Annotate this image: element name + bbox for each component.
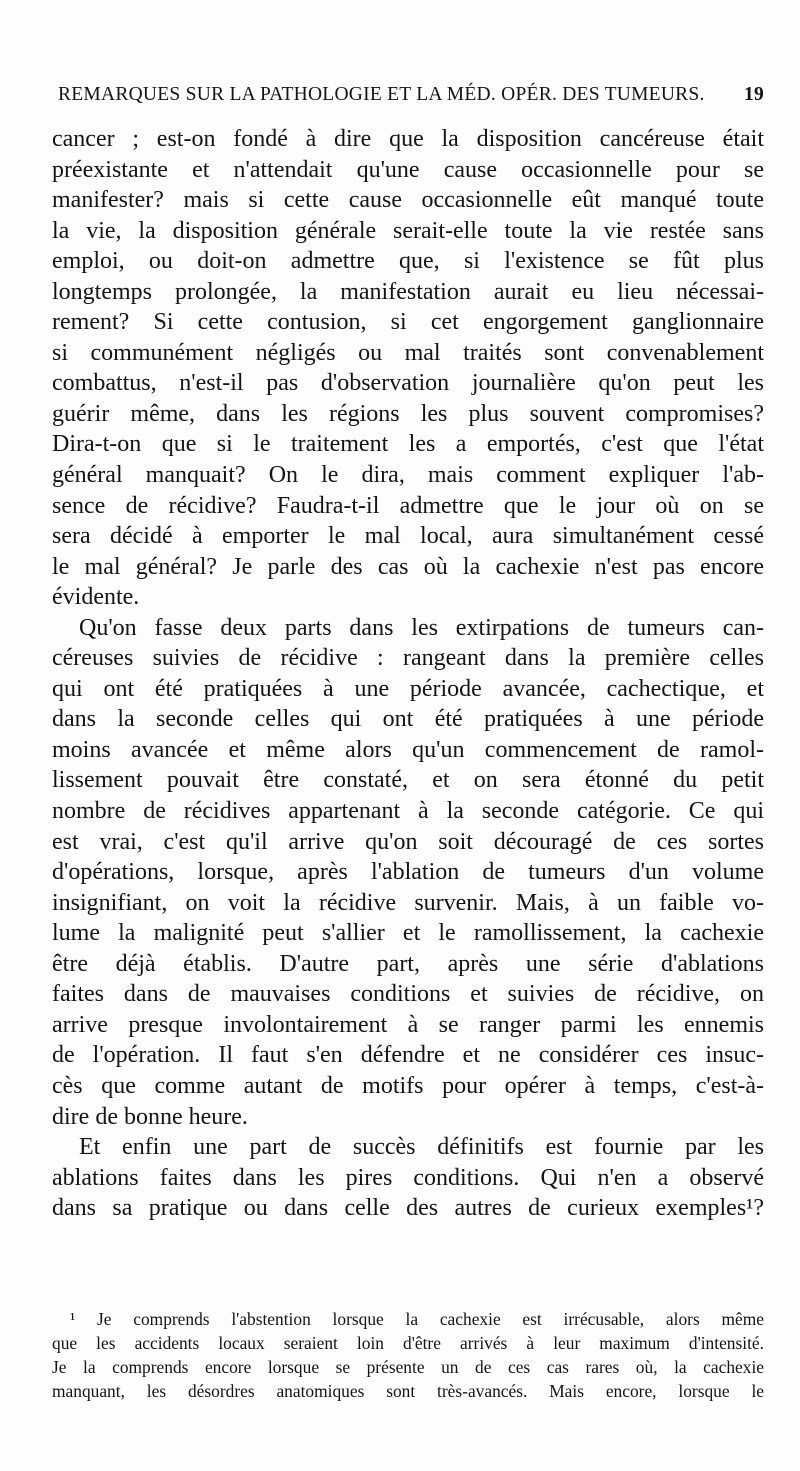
- text-line: cès que comme autant de motifs pour opérer à temps, c'est-à-: [52, 1072, 764, 1099]
- page-number: 19: [744, 84, 764, 105]
- running-title: REMARQUES SUR LA PATHOLOGIE ET LA MÉD. OPÉR. DES TUMEURS.: [58, 84, 705, 105]
- text-line: lume la malignité peut s'allier et le ramollissement, la cachexie: [52, 920, 764, 947]
- text-line: lissement pouvait être constaté, et on sera étonné du petit: [52, 767, 764, 794]
- text-line: manifester? mais si cette cause occasionnelle eût manqué toute: [52, 187, 764, 214]
- text-line: dans sa pratique ou dans celle des autres de curieux exemples¹?: [52, 1195, 764, 1222]
- text-line: insignifiant, on voit la récidive survenir. Mais, à un faible vo-: [52, 889, 764, 916]
- footnote: [52, 1307, 764, 1403]
- text-line: moins avancée et même alors qu'un commencement de ramol-: [52, 736, 764, 763]
- paragraph-last-line: évidente.: [52, 584, 140, 611]
- text-line: rement? Si cette contusion, si cet engorgement ganglionnaire: [52, 309, 764, 336]
- text-line: préexistante et n'attendait qu'une cause occasionnelle pour se: [52, 156, 764, 183]
- text-line: ablations faites dans les pires conditions. Qui n'en a observé: [52, 1164, 764, 1191]
- text-line: sence de récidive? Faudra-t-il admettre que le jour où on se: [52, 492, 764, 519]
- text-line: si communément négligés ou mal traités sont convenablement: [52, 339, 764, 366]
- paragraph-first-line: Et enfin une part de succès définitifs est fournie par les: [79, 1134, 764, 1161]
- text-line: combattus, n'est-il pas d'observation journalière qu'on peut les: [52, 370, 764, 397]
- text-line: arrive presque involontairement à se ranger parmi les ennemis: [52, 1011, 764, 1038]
- text-line: Dira-t-on que si le traitement les a emportés, c'est que l'état: [52, 431, 764, 458]
- text-line: la vie, la disposition générale serait-elle toute la vie restée sans: [52, 217, 764, 244]
- text-line: général manquait? On le dira, mais comment expliquer l'ab-: [52, 462, 764, 489]
- text-line: est vrai, c'est qu'il arrive qu'on soit découragé de ces sortes: [52, 828, 764, 855]
- text-line: d'opérations, lorsque, après l'ablation de tumeurs d'un volume: [52, 859, 764, 886]
- text-line: sera décidé à emporter le mal local, aura simultanément cessé: [52, 523, 764, 550]
- footnote-line: que les accidents locaux seraient loin d'être arrivés à leur maximum d'intensité.: [52, 1333, 764, 1353]
- text-line: guérir même, dans les régions les plus souvent compromises?: [52, 400, 764, 427]
- text-line: emploi, ou doit-on admettre que, si l'existence se fût plus: [52, 248, 764, 275]
- text-line: longtemps prolongée, la manifestation aurait eu lieu nécessai-: [52, 278, 764, 305]
- footnote-line: Je la comprends encore lorsque se présente un de ces cas rares où, la cachexie: [52, 1357, 764, 1377]
- text-line: dans la seconde celles qui ont été pratiquées à une période: [52, 706, 764, 733]
- text-line: faites dans de mauvaises conditions et suivies de récidive, on: [52, 981, 764, 1008]
- text-line: être déjà établis. D'autre part, après une série d'ablations: [52, 950, 764, 977]
- text-line: nombre de récidives appartenant à la seconde catégorie. Ce qui: [52, 798, 764, 825]
- paragraph-last-line: dire de bonne heure.: [52, 1103, 248, 1130]
- text-line: céreuses suivies de récidive : rangeant dans la première celles: [52, 645, 764, 672]
- text-line: qui ont été pratiquées à une période avancée, cachectique, et: [52, 675, 764, 702]
- body-text: [52, 124, 764, 1224]
- running-header: [58, 84, 764, 114]
- text-line: le mal général? Je parle des cas où la cachexie n'est pas encore: [52, 553, 764, 580]
- footnote-line: manquant, les désordres anatomiques sont très-avancés. Mais encore, lorsque le: [52, 1381, 764, 1401]
- paragraph-first-line: Qu'on fasse deux parts dans les extirpations de tumeurs can-: [79, 614, 764, 641]
- text-line: de l'opération. Il faut s'en défendre et ne considérer ces insuc-: [52, 1042, 764, 1069]
- footnote-line: ¹ Je comprends l'abstention lorsque la cachexie est irrécusable, alors même: [70, 1309, 764, 1329]
- text-line: cancer ; est-on fondé à dire que la disposition cancéreuse était: [52, 126, 764, 152]
